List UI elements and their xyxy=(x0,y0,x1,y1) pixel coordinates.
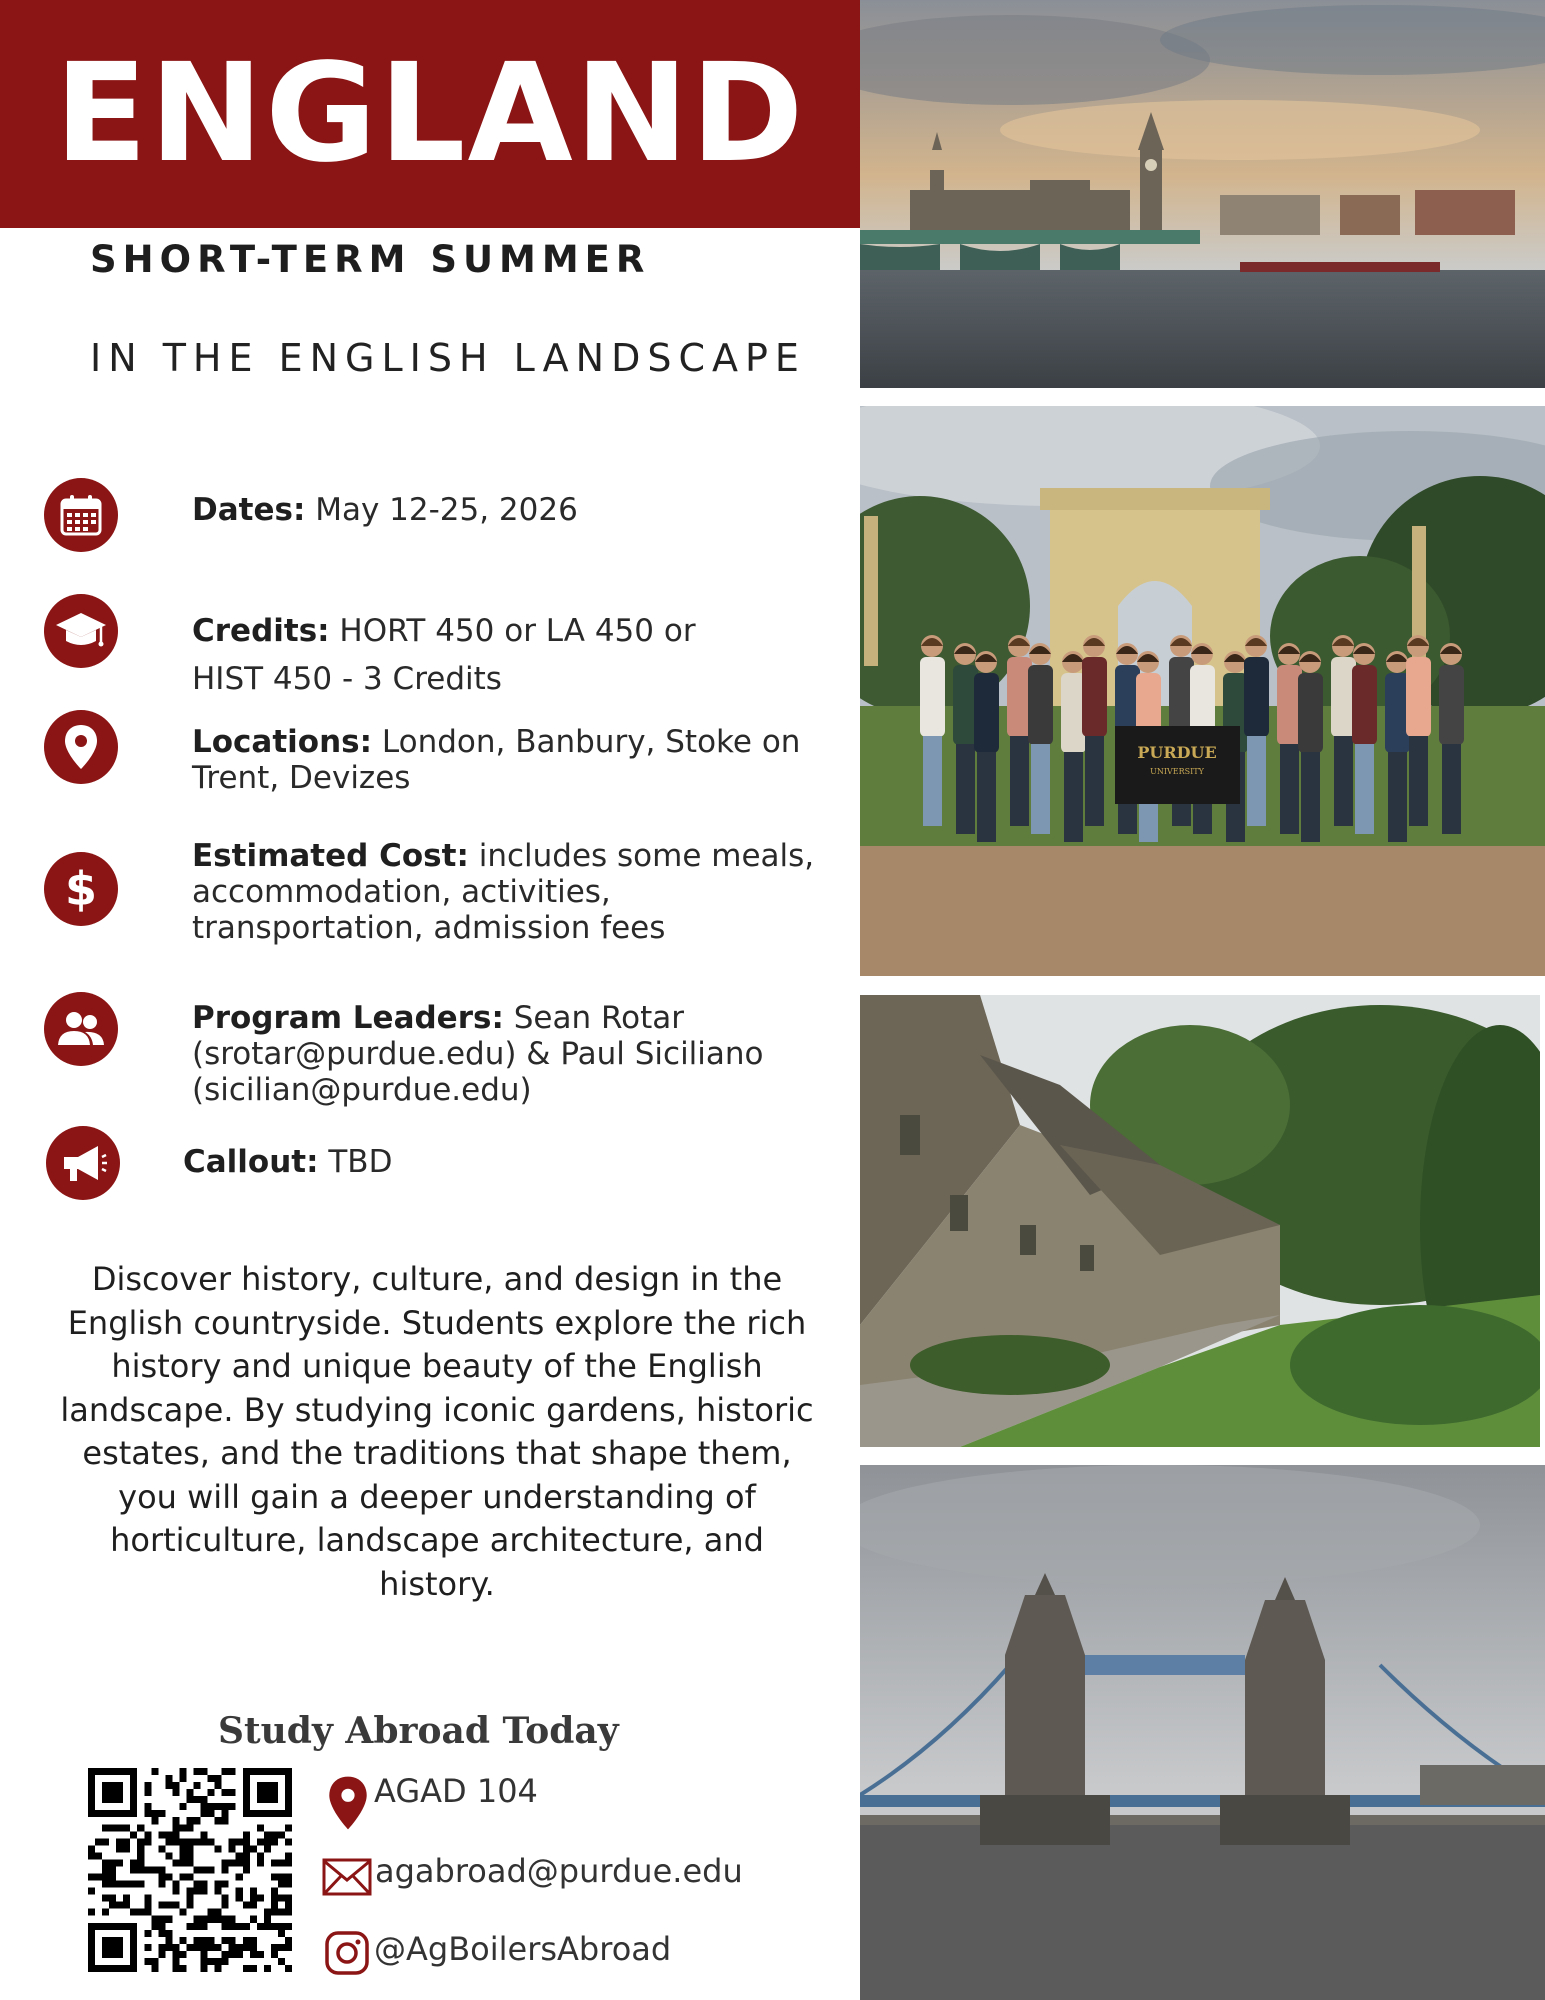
subtitle-short-term: SHORT-TERM SUMMER xyxy=(90,238,651,281)
locations-info xyxy=(192,724,842,796)
photo-group-arch xyxy=(860,406,1545,976)
credits-value-line2: HIST 450 - 3 Credits xyxy=(192,661,502,697)
location-pin-icon xyxy=(44,710,118,784)
instagram-icon xyxy=(324,1930,370,1980)
purdue-banner-text: PURDUE xyxy=(1137,743,1217,762)
email-link[interactable]: agabroad@purdue.edu xyxy=(375,1852,743,1890)
leaders-value: Sean Rotar (srotar@purdue.edu) & Paul Siciliano (sicilian@purdue.edu) xyxy=(192,1000,764,1108)
credits-info xyxy=(192,607,842,703)
location-pin-icon xyxy=(326,1774,370,1836)
study-abroad-heading: Study Abroad Today xyxy=(218,1710,619,1752)
envelope-icon xyxy=(322,1858,372,1900)
calendar-icon xyxy=(44,478,118,552)
instagram-handle[interactable]: @AgBoilersAbroad xyxy=(374,1930,672,1968)
locations-label: Locations: xyxy=(192,724,373,760)
cost-label: Estimated Cost: xyxy=(192,838,469,874)
cost-info xyxy=(192,838,842,946)
office-location: AGAD 104 xyxy=(374,1772,538,1810)
cost-value: includes some meals, accommodation, activities, transportation, admission fees xyxy=(192,838,815,946)
photo-westminster xyxy=(860,0,1545,388)
title-banner xyxy=(0,0,860,228)
subtitle-landscape: IN THE ENGLISH LANDSCAPE xyxy=(90,336,806,380)
people-icon xyxy=(44,992,118,1066)
credits-label: Credits: xyxy=(192,613,330,649)
dates-info xyxy=(192,492,842,528)
purdue-banner-subtext: UNIVERSITY xyxy=(1150,767,1204,776)
callout-value: TBD xyxy=(328,1144,393,1180)
program-description: Discover history, culture, and design in the English countryside. Students explore the rich history and unique beauty of the English landscape. By studying iconic gardens, historic estates, and the traditions that shape them, you will gain a deeper understanding of horticulture, landscape architecture, and history. xyxy=(60,1260,814,1603)
photo-tower-bridge xyxy=(860,1465,1545,2000)
dates-value: May 12-25, 2026 xyxy=(315,492,578,528)
photo-cottages xyxy=(860,995,1540,1447)
leaders-info xyxy=(192,1000,842,1108)
dollar-icon: $ xyxy=(44,852,118,926)
qr-code[interactable] xyxy=(88,1768,292,1972)
callout-info xyxy=(183,1144,833,1180)
page-title: ENGLAND xyxy=(54,35,806,193)
credits-value-line1: HORT 450 or LA 450 or xyxy=(339,613,696,649)
callout-label: Callout: xyxy=(183,1144,319,1180)
megaphone-icon xyxy=(46,1126,120,1200)
locations-value: London, Banbury, Stoke on Trent, Devizes xyxy=(192,724,801,796)
leaders-label: Program Leaders: xyxy=(192,1000,504,1036)
dates-label: Dates: xyxy=(192,492,306,528)
graduation-cap-icon xyxy=(44,594,118,668)
